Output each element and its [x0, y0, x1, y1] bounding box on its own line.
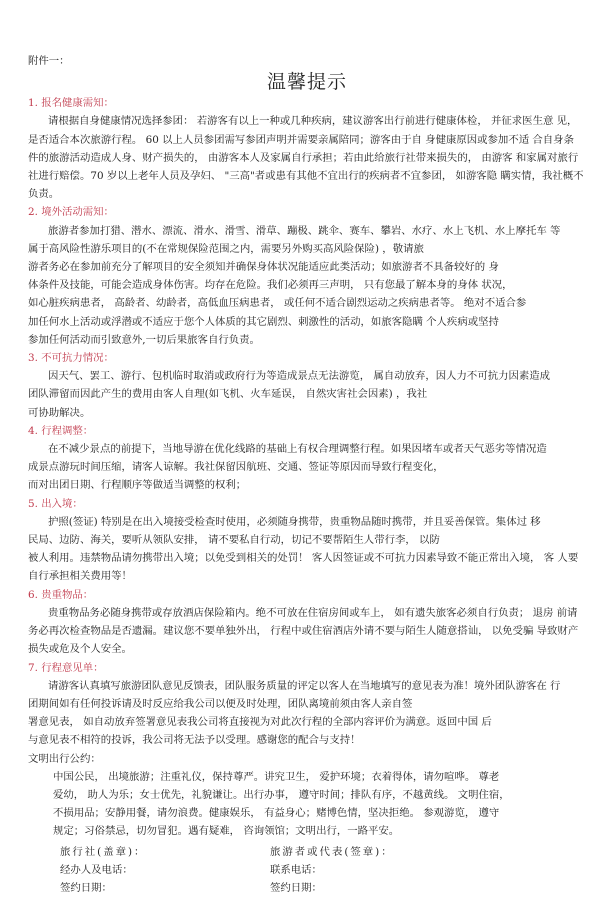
- paragraph-line: 护照(签证) 特别是在出入境接受检查时使用，必须随身携带，贵重物品随时携带，并且妥善保管。集体过 移: [48, 515, 541, 528]
- paragraph-line: 民局、边防、海关，要听从领队安排， 请不要私自行动，切记不要帮陌生人带行李， 以防: [28, 534, 440, 547]
- contact-phone-label: 联系电话：: [270, 863, 322, 876]
- paragraph-line: 团队滞留而因此产生的费用由客人自理(如飞机、火车延误， 自然灾害社会因素) ，我社: [28, 388, 428, 401]
- section-heading: 7. 行程意见单：: [28, 661, 104, 674]
- paragraph-line: 如心脏疾病患者， 高龄者、幼龄者，高低血压病患者， 或任何不适合剧烈运动之疾病患者等。 绝对不适合参: [28, 297, 527, 310]
- paragraph-line: 社进行赔偿。70 岁以上老年人员及孕妇、 "三高"者或患有其他不宜出行的疾病者不宜参团， 如游客隐 瞒实情，我社概不: [28, 170, 584, 183]
- section-heading: 3. 不可抗力情况：: [28, 352, 114, 365]
- convention-body: [28, 768, 586, 841]
- agency-seal-label: 旅行社(盖章)：: [60, 845, 147, 858]
- paragraph-line: 成景点游玩时间压缩，请客人谅解。我社保留因航班、交通、签证等原因而导致行程变化，: [28, 461, 444, 474]
- paragraph-line: 负责。: [28, 188, 60, 201]
- section-heading: 2. 境外活动需知：: [28, 206, 114, 219]
- convention-line: 不损用品；安静用餐，请勿浪费。健康娱乐， 有益身心；赌博色情，坚决拒绝。 参观游览， 遵守: [53, 807, 500, 820]
- sections: [28, 94, 586, 749]
- agency-date-label: 签约日期：: [60, 881, 112, 894]
- paragraph-line: 务必再次检查物品是否遗漏。建议您不要单独外出， 行程中或住宿酒店外请不要与陌生人随意搭讪， 以免受骗 导致财产: [28, 625, 579, 638]
- convention-line: 规定；习俗禁忌，切勿冒犯。遇有疑难， 咨询领馆；文明出行，一路平安。: [53, 825, 400, 838]
- signature-block: [28, 843, 586, 897]
- paragraph-line: 旅游者参加打猎、潜水、漂流、滑水、滑雪、滑草、蹦极、跳伞、赛车、攀岩、水疗、水上飞机、水上摩托车 等: [48, 224, 561, 237]
- paragraph-line: 因天气、罢工、游行、包机临时取消或政府行为等造成景点无法游览， 属自动放弃，因人力不可抗力因素造成: [48, 370, 551, 383]
- paragraph-line: 贵重物品务必随身携带或存放酒店保险箱内。绝不可放在住宿房间或车上， 如有遗失旅客必须自行负责； 退房 前请: [48, 606, 578, 619]
- section-heading: 5. 出入境：: [28, 497, 83, 510]
- section-heading: 6. 贵重物品：: [28, 588, 94, 601]
- traveler-sign-label: 旅游者或代表(签章)：: [270, 845, 394, 858]
- paragraph-line: 与意见表不相符的投诉，我公司将无法予以受理。感谢您的配合与支持！: [28, 734, 361, 747]
- paragraph-line: 可协助解决。: [28, 406, 91, 419]
- paragraph-line: 损失或危及个人安全。: [28, 643, 132, 656]
- section-heading: 4. 行程调整：: [28, 424, 94, 437]
- convention-heading: 文明出行公约：: [28, 752, 101, 765]
- paragraph-line: 加任何水上活动或浮潜或不适应于您个人体质的其它剧烈、刺激性的活动，如旅客隐瞒 个人疾病或坚持: [28, 315, 499, 328]
- signature-row: [28, 843, 586, 861]
- paragraph-line: 游者务必在参加前充分了解项目的安全须知并确保身体状况能适应此类活动；如旅游者不具备较好的 身: [28, 261, 499, 274]
- page-title: 温馨提示: [266, 71, 347, 94]
- signature-row: [28, 861, 586, 879]
- traveler-date-label: 签约日期：: [270, 881, 322, 894]
- paragraph-line: 在不减少景点的前提下，当地导游在优化线路的基础上有权合理调整行程。如果因堵车或者天气恶劣等情况造: [48, 443, 547, 456]
- paragraph-line: 被人利用。违禁物品请勿携带出入境；以免受到相关的处罚！ 客人因签证或不可抗力因素导致不能正常出入境， 客 人要: [28, 552, 579, 565]
- paragraph-line: 请游客认真填写旅游团队意见反馈表，团队服务质量的评定以客人在当地填写的意见表为准！境外团队游客在 行: [48, 679, 561, 692]
- agent-phone-label: 经办人及电话：: [60, 863, 133, 876]
- paragraph-line: 参加任何活动而引致意外,一切后果旅客自行负责。: [28, 333, 260, 346]
- paragraph-line: 自行承担相关费用等！: [28, 570, 132, 583]
- paragraph-line: 请根据自身健康情况选择参团： 若游客有以上一种或几种疾病，建议游客出行前进行健康体检， 并征求医生意 见，: [48, 115, 578, 128]
- paragraph-line: 属于高风险性游乐项目的(不在常规保险范围之内，需要另外购买高风险保险) ，敬请旅: [28, 242, 424, 255]
- attachment-label: 附件一：: [28, 55, 70, 67]
- convention-line: 中国公民， 出境旅游；注重礼仪，保持尊严。讲究卫生， 爱护环境；衣着得体，请勿喧哗。 尊老: [53, 770, 500, 783]
- paragraph-line: 是否适合本次旅游行程。 60 以上人员参团需写参团声明并需要亲属陪同；游客由于自 身健康原因或参加不适 合自身条: [28, 133, 574, 146]
- paragraph-line: 件的旅游活动造成人身、财产损失的， 由游客本人及家属自行承担；若由此给旅行社带来损失的， 由游客 和家属对旅行: [28, 151, 579, 164]
- paragraph-line: 署意见表， 如自动放弃签署意见表我公司将直接视为对此次行程的全部内容评价为满意。返回中国 后: [28, 716, 492, 729]
- paragraph-line: 团期间如有任何投诉请及时反应给我公司以便及时处理，团队离境前须由客人亲自签: [28, 697, 413, 710]
- section-heading: 1. 报名健康需知：: [28, 97, 114, 110]
- convention-line: 爱幼， 助人为乐；女士优先，礼貌谦让。出行办事， 遵守时间；排队有序，不越黄线。 文明住宿，: [53, 788, 510, 801]
- paragraph-line: 体条件及技能，可能会造成身体伤害。均存在危险。我们必须再三声明， 只有您最了解本身的身体 状况，: [28, 279, 513, 292]
- paragraph-line: 而对出团日期、行程顺序等做适当调整的权利；: [28, 479, 247, 492]
- signature-row: [28, 879, 586, 897]
